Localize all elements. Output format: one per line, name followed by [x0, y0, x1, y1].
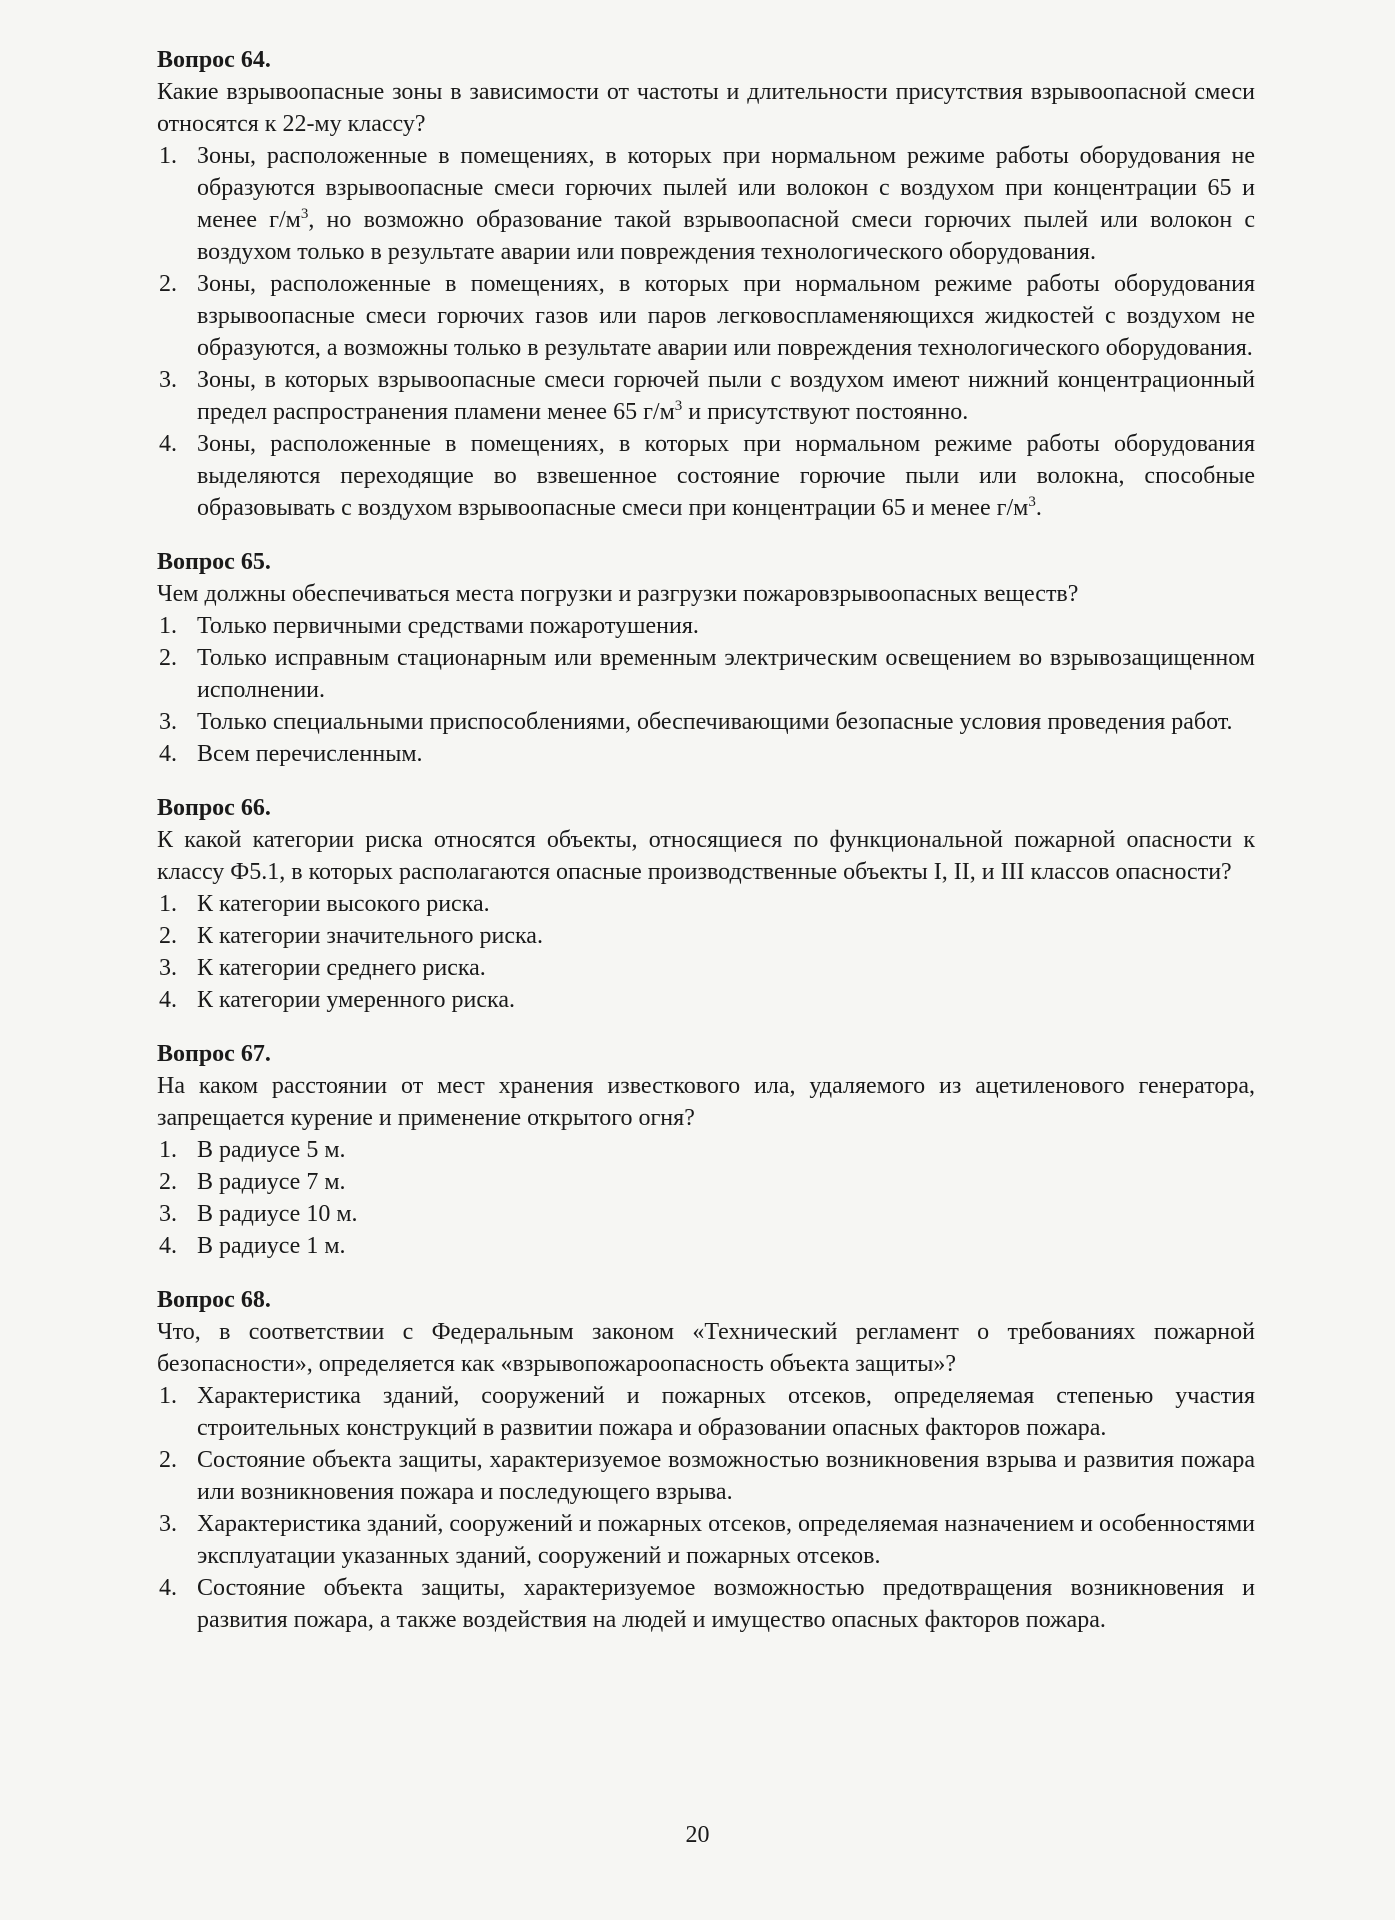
question-title: Вопрос 64.	[157, 47, 271, 73]
answer-number: 2.	[159, 1169, 177, 1195]
answer-text: Характеристика зданий, сооружений и пожарных отсеков, определяемая степенью участия строительных конструкций в развитии пожара и образовании опасных факторов пожара.	[197, 1383, 1255, 1441]
superscript: 3	[300, 206, 309, 222]
answer-text: К категории значительного риска.	[197, 923, 543, 949]
answer-number: 2.	[159, 1447, 177, 1473]
answer-option	[157, 428, 1255, 524]
question-text: К какой категории риска относятся объекты, относящиеся по функциональной пожарной опасности к классу Ф5.1, в которых располагаются опасные производственные объекты I, II, и III классов опасности?	[157, 827, 1255, 885]
answer-text: В радиусе 7 м.	[197, 1169, 346, 1195]
question-text: Что, в соответствии с Федеральным законом «Технический регламент о требованиях пожарной безопасности», определяется как «взрывопожароопасность объекта защиты»?	[157, 1319, 1255, 1377]
answer-text: Характеристика зданий, сооружений и пожарных отсеков, определяемая назначением и особенностями эксплуатации указанных зданий, сооружений и пожарных отсеков.	[197, 1511, 1255, 1569]
answer-number: 4.	[159, 1575, 177, 1601]
answer-number: 4.	[159, 987, 177, 1013]
answer-number: 3.	[159, 955, 177, 981]
answer-text-tail: и присутствуют постоянно.	[682, 399, 969, 425]
answer-list	[157, 610, 1255, 770]
answer-number: 3.	[159, 367, 177, 393]
answer-option	[157, 1198, 1255, 1230]
answer-option	[157, 952, 1255, 984]
question-block	[157, 44, 1255, 524]
questions-container	[157, 44, 1255, 1658]
question-title: Вопрос 67.	[157, 1041, 271, 1067]
answer-text-tail: , но возможно образование такой взрывоопасной смеси горючих пылей или волокон с воздухом только в результате аварии или повреждения технологического оборудования.	[197, 207, 1256, 265]
answer-text: В радиусе 1 м.	[197, 1233, 346, 1259]
answer-text: К категории умеренного риска.	[197, 987, 515, 1013]
answer-number: 1.	[159, 1137, 177, 1163]
answer-number: 3.	[159, 1201, 177, 1227]
answer-text: Состояние объекта защиты, характеризуемое возможностью возникновения взрыва и развития пожара или возникновения пожара и последующего взрыва.	[197, 1447, 1255, 1505]
answer-option	[157, 1134, 1255, 1166]
answer-text: К категории среднего риска.	[197, 955, 486, 981]
answer-option	[157, 984, 1255, 1016]
answer-number: 2.	[159, 923, 177, 949]
answer-option	[157, 1166, 1255, 1198]
answer-list	[157, 1380, 1255, 1636]
answer-number: 2.	[159, 271, 177, 297]
answer-option	[157, 364, 1255, 428]
question-block	[157, 792, 1255, 1016]
answer-option	[157, 1444, 1255, 1508]
answer-text: Только специальными приспособлениями, обеспечивающими безопасные условия проведения работ.	[197, 709, 1233, 735]
question-title: Вопрос 68.	[157, 1287, 271, 1313]
answer-text: Зоны, в которых взрывоопасные смеси горючей пыли с воздухом имеют нижний концентрационный предел распространения пламени менее 65 г/м	[197, 367, 1255, 425]
question-title: Вопрос 66.	[157, 795, 271, 821]
answer-list	[157, 888, 1255, 1016]
question-title: Вопрос 65.	[157, 549, 271, 575]
answer-text: В радиусе 5 м.	[197, 1137, 346, 1163]
answer-option	[157, 738, 1255, 770]
question-text: Чем должны обеспечиваться места погрузки и разгрузки пожаровзрывоопасных веществ?	[157, 581, 1079, 607]
page-number: 20	[685, 1822, 710, 1848]
answer-number: 1.	[159, 143, 177, 169]
answer-option	[157, 140, 1255, 268]
answer-number: 1.	[159, 891, 177, 917]
answer-number: 2.	[159, 645, 177, 671]
answer-list	[157, 140, 1255, 524]
question-text: Какие взрывоопасные зоны в зависимости от частоты и длительности присутствия взрывоопасной смеси относятся к 22-му классу?	[157, 79, 1255, 137]
answer-list	[157, 1134, 1255, 1262]
question-text: На каком расстоянии от мест хранения известкового ила, удаляемого из ацетиленового генератора, запрещается курение и применение открытого огня?	[157, 1073, 1255, 1131]
answer-text: Зоны, расположенные в помещениях, в которых при нормальном режиме работы оборудования выделяются переходящие во взвешенное состояние горючие пыли или волокна, способные образовывать с воздухом взрывоопасные смеси при концентрации 65 и менее г/м	[197, 431, 1255, 521]
answer-number: 1.	[159, 1383, 177, 1409]
question-block	[157, 546, 1255, 770]
answer-number: 3.	[159, 709, 177, 735]
answer-text: Только исправным стационарным или временным электрическим освещением во взрывозащищенном исполнении.	[197, 645, 1255, 703]
answer-option	[157, 642, 1255, 706]
answer-number: 4.	[159, 431, 177, 457]
answer-text: К категории высокого риска.	[197, 891, 490, 917]
answer-option	[157, 1230, 1255, 1262]
answer-text: Зоны, расположенные в помещениях, в которых при нормальном режиме работы оборудования взрывоопасные смеси горючих газов или паров легковоспламеняющихся жидкостей с воздухом не образуются, а возможны только в результате аварии или повреждения технологического оборудования.	[197, 271, 1255, 361]
answer-text: Зоны, расположенные в помещениях, в которых при нормальном режиме работы оборудования не образуются взрывоопасные смеси горючих пылей или волокон с воздухом при концентрации 65 и менее г/м	[197, 143, 1255, 233]
answer-text: Состояние объекта защиты, характеризуемое возможностью предотвращения возникновения и развития пожара, а также воздействия на людей и имущество опасных факторов пожара.	[197, 1575, 1255, 1633]
answer-number: 4.	[159, 1233, 177, 1259]
answer-option	[157, 706, 1255, 738]
answer-option	[157, 920, 1255, 952]
answer-option	[157, 888, 1255, 920]
answer-number: 4.	[159, 741, 177, 767]
question-block	[157, 1284, 1255, 1636]
answer-text: Только первичными средствами пожаротушения.	[197, 613, 699, 639]
answer-option	[157, 610, 1255, 642]
superscript: 3	[674, 398, 683, 414]
answer-option	[157, 1380, 1255, 1444]
answer-number: 3.	[159, 1511, 177, 1537]
question-block	[157, 1038, 1255, 1262]
answer-option	[157, 268, 1255, 364]
answer-number: 1.	[159, 613, 177, 639]
superscript: 3	[1028, 494, 1036, 510]
answer-text: В радиусе 10 м.	[197, 1201, 358, 1227]
answer-option	[157, 1508, 1255, 1572]
answer-option	[157, 1572, 1255, 1636]
answer-text: Всем перечисленным.	[197, 741, 423, 767]
answer-text-tail: .	[1035, 495, 1042, 521]
